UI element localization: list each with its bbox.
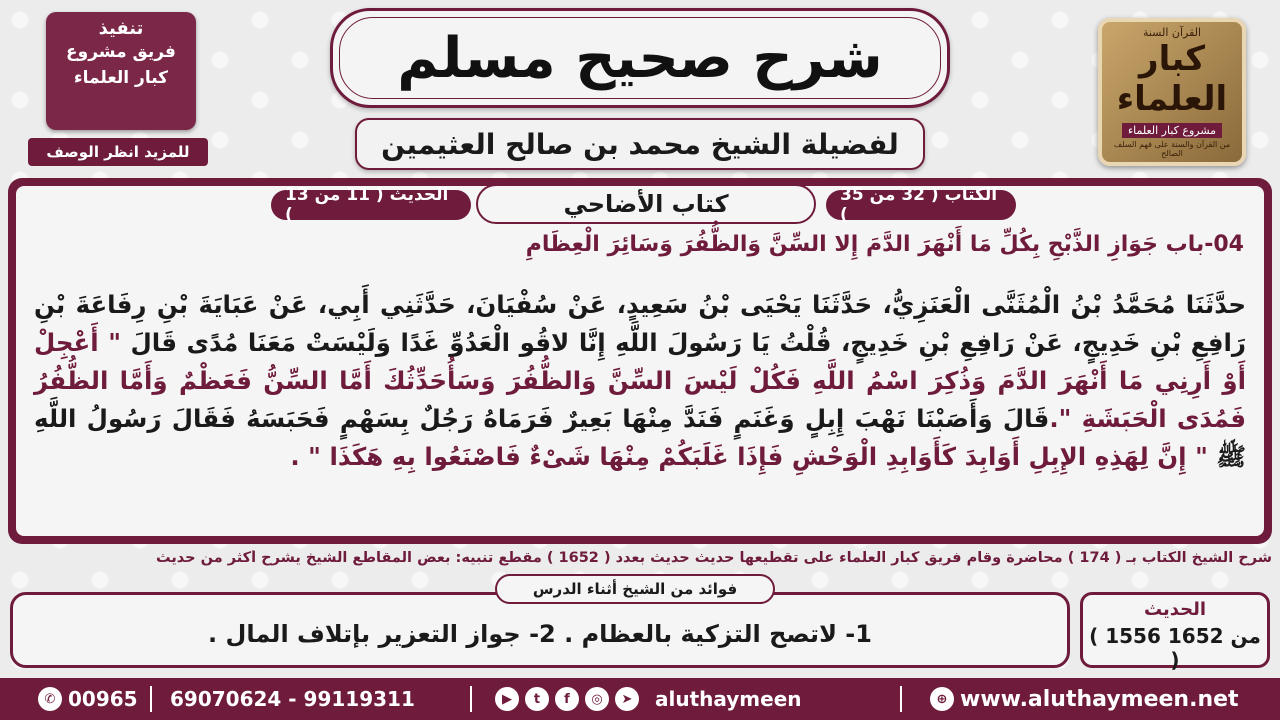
hadith-quote-1: " أَعْجِلْ أَوْ أَرِنِي مَا أَنْهَرَ الدَّمَ وَذُكِرَ اسْمُ اللَّهِ فَكُلْ لَيْسَ السِّنَّ وَالظُّفُرَ وَسَأُحَدِّثُكَ أَمَّا السِّنُّ فَعَظْمٌ وَأَمَّا الظُّفُرُ فَمُدَى الْحَبَشَةِ ".: [34, 328, 1246, 433]
website-link[interactable]: [930, 687, 1239, 712]
hadith-counter: الحديث ( 11 من 13 ): [271, 190, 471, 220]
logo-project: مشروع كبار العلماء: [1122, 123, 1222, 138]
hadith-panel: [8, 178, 1272, 544]
hadith-total-box: [1080, 592, 1270, 672]
instagram-icon[interactable]: ◎: [585, 687, 609, 711]
hadith-text: [34, 286, 1246, 476]
badge-line2: فريق مشروع: [66, 42, 176, 62]
twitter-icon[interactable]: t: [525, 687, 549, 711]
benefits-tab: فوائد من الشيخ أثناء الدرس: [495, 574, 775, 604]
youtube-icon[interactable]: ▶: [495, 687, 519, 711]
benefits-text: 1- لاتصح التزكية بالعظام . 2- جواز التعزير بإتلاف المال .: [208, 620, 872, 648]
hadith-total-value: ( 1556 من 1652 ): [1089, 624, 1261, 672]
logo: [1098, 18, 1246, 166]
whatsapp-code: 00965: [68, 687, 138, 711]
telegram-icon[interactable]: ➤: [615, 687, 639, 711]
footer-divider: [900, 686, 902, 712]
footer-divider: [470, 686, 472, 712]
social-handle: aluthaymeen: [655, 687, 802, 711]
phone-numbers: 69070624 - 99119311: [170, 687, 415, 711]
hadith-quote-2: " إِنَّ لِهَذِهِ الإِبِلِ أَوَابِدَ كَأَوَابِدِ الْوَحْشِ فَإِذَا غَلَبَكُمْ مِنْهَا شَىْءٌ فَاصْنَعُوا بِهِ هَكَذَا " .: [290, 442, 1208, 471]
website-url: www.aluthaymeen.net: [960, 686, 1239, 712]
footer-divider: [150, 686, 152, 712]
hadith-text-middle: قَالَ وَأَصَبْنَا نَهْبَ إِبِلٍ وَغَنَمٍ فَنَدَّ مِنْهَا بَعِيرٌ فَرَمَاهُ رَجُلٌ بِسَهْمٍ فَحَبَسَهُ فَقَالَ رَسُولُ اللَّهِ ﷺ: [34, 404, 1246, 471]
book-counter: الكتاب ( 32 من 35 ): [826, 190, 1016, 220]
whatsapp-icon: ✆: [38, 687, 62, 711]
facebook-icon[interactable]: f: [555, 687, 579, 711]
chapter-title: كتاب الأضاحي: [476, 184, 816, 224]
logo-top-text: القرآن السنة: [1142, 26, 1202, 39]
bab-title: 04-باب جَوَازِ الذَّبْحِ بِكُلِّ مَا أَنْهَرَ الدَّمَ إِلا السِّنَّ وَالظُّفُرَ وَسَائِرَ الْعِظَامِ: [525, 232, 1244, 257]
social-links: [495, 687, 802, 711]
hadith-text-chain: حدَّثَنَا مُحَمَّدُ بْنُ الْمُثَنَّى الْعَنَزِيُّ، حَدَّثَنَا يَحْيَى بْنُ سَعِيدٍ، عَنْ سُفْيَانَ، حَدَّثَنِي أَبِي، عَنْ عَبَايَةَ بْنِ رِفَاعَةَ بْنِ رَافِعِ بْنِ خَدِيجٍ، عَنْ رَافِعِ بْنِ خَدِيجٍ، قُلْتُ يَا رَسُولَ اللَّهِ إِنَّا لاقُو الْعَدُوِّ غَدًا وَلَيْسَتْ مَعَنَا مُدًى قَالَ: [34, 290, 1246, 357]
hadith-total-label: الحديث: [1143, 599, 1207, 620]
badge-line3: كبار العلماء: [73, 68, 169, 88]
logo-name: كبار العلماء: [1116, 39, 1228, 119]
globe-icon: ⊕: [930, 687, 954, 711]
badge-line1: تنفيذ: [98, 18, 144, 39]
logo-tagline: من القرآن والسنة على فهم السلف الصالح: [1113, 140, 1231, 158]
footer-bar: [0, 678, 1280, 720]
title-frame: [330, 8, 950, 108]
sheikh-name: لفضيلة الشيخ محمد بن صالح العثيمين: [355, 118, 925, 170]
page-title: شرح صحيح مسلم: [397, 25, 883, 91]
more-info-note: للمزيد انظر الوصف: [28, 138, 208, 166]
whatsapp-contact[interactable]: [38, 687, 138, 711]
series-note: شرح الشيخ الكتاب بـ ( 174 ) محاضرة وقام فريق كبار العلماء على تقطيعها حديث حديث بعدد ( 1652 ) مقطع تنبيه: بعض المقاطع الشيخ يشرح أكثر من حديث: [156, 550, 1272, 566]
team-badge: [46, 12, 196, 130]
hadith-panel-inner: [16, 186, 1264, 536]
